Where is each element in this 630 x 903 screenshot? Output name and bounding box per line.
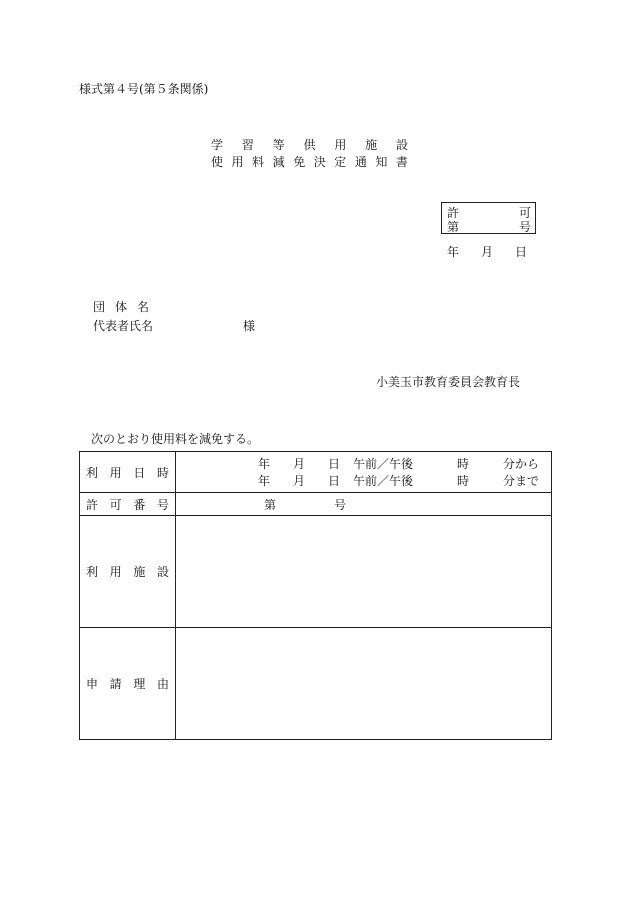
datetime-cell[interactable] — [176, 452, 552, 493]
document-title-line1: 学 習 等 供 用 施 設 — [211, 138, 408, 152]
honorific: 様 — [243, 319, 256, 333]
datetime-to: 年 月 日 午前／午後 時 分まで — [258, 474, 540, 488]
permit-number-box: 許 可 第 号 — [441, 202, 536, 234]
row-label: 利 用 施 設 — [80, 516, 176, 628]
facility-cell[interactable] — [176, 516, 552, 628]
representative-label: 代表者氏名 — [93, 319, 154, 333]
form-number: 様式第４号(第５条関係) — [79, 82, 209, 96]
datetime-from: 年 月 日 午前／午後 時 分から — [258, 457, 540, 471]
document-title-line2: 使 用 料 減 免 決 定 通 知 書 — [211, 155, 408, 169]
exemption-table — [79, 451, 552, 740]
lead-text: 次のとおり使用料を減免する。 — [91, 432, 260, 446]
reason-cell[interactable] — [176, 628, 552, 740]
row-label: 申 請 理 由 — [80, 628, 176, 740]
permit-number-cell[interactable]: 第 号 — [176, 493, 552, 516]
issuer: 小美玉市教育委員会教育長 — [376, 375, 521, 389]
org-name-label: 団 体 名 — [93, 300, 149, 314]
issue-date: 年 月 日 — [447, 245, 527, 259]
row-label: 利 用 日 時 — [80, 452, 176, 493]
table-row — [80, 493, 552, 516]
table-row — [80, 628, 552, 740]
table-row — [80, 452, 552, 493]
table-row — [80, 516, 552, 628]
row-label: 許 可 番 号 — [80, 493, 176, 516]
